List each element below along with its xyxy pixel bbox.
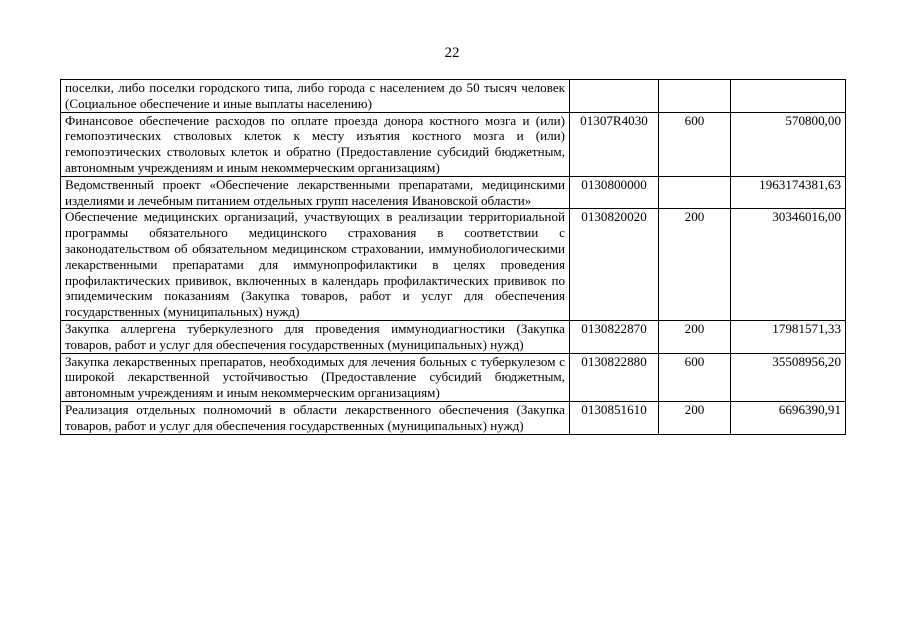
row-target-article-code: 0130822870 xyxy=(570,320,659,353)
table-row xyxy=(61,112,846,176)
table-row xyxy=(61,176,846,209)
table-row xyxy=(61,80,846,113)
row-expense-type-code: 600 xyxy=(659,112,731,176)
row-amount: 570800,00 xyxy=(731,112,846,176)
row-expense-type-code: 600 xyxy=(659,353,731,401)
table-row xyxy=(61,353,846,401)
row-target-article-code: 0130822880 xyxy=(570,353,659,401)
row-name: Финансовое обеспечение расходов по оплате проезда донора костного мозга и (или) гемопоэтических стволовых клеток к месту изъятия костного мозга и (или) гемопоэтических стволовых клеток и обратно (Предоставление субсидий бюджетным, автономным учреждениям и иным некоммерческим организациям) xyxy=(61,112,570,176)
row-amount: 6696390,91 xyxy=(731,401,846,434)
row-expense-type-code: 200 xyxy=(659,401,731,434)
row-target-article-code xyxy=(570,80,659,113)
table-row xyxy=(61,209,846,321)
row-amount: 35508956,20 xyxy=(731,353,846,401)
row-amount: 1963174381,63 xyxy=(731,176,846,209)
row-target-article-code: 0130851610 xyxy=(570,401,659,434)
row-name: Закупка лекарственных препаратов, необходимых для лечения больных с туберкулезом с широкой лекарственной устойчивостью (Предоставление субсидий бюджетным, автономным учреждениям и иным некоммерческим организациям) xyxy=(61,353,570,401)
row-name: Обеспечение медицинских организаций, участвующих в реализации территориальной программы обязательного медицинского страхования в соответствии с законодательством об обязательном медицинском страховании, иммунобиологическими лекарственными препаратами для иммунопрофилактики в целях проведения профилактических прививок, включенных в календарь профилактических прививок по эпидемическим показаниям (Закупка товаров, работ и услуг для обеспечения государственных (муниципальных) нужд) xyxy=(61,209,570,321)
row-expense-type-code: 200 xyxy=(659,209,731,321)
row-amount xyxy=(731,80,846,113)
row-name: Закупка аллергена туберкулезного для проведения иммунодиагностики (Закупка товаров, работ и услуг для обеспечения государственных (муниципальных) нужд) xyxy=(61,320,570,353)
budget-table xyxy=(60,79,846,435)
row-target-article-code: 01307R4030 xyxy=(570,112,659,176)
table-row xyxy=(61,401,846,434)
row-target-article-code: 0130820020 xyxy=(570,209,659,321)
row-name: Ведомственный проект «Обеспечение лекарственными препаратами, медицинскими изделиями и лечебным питанием отдельных групп населения Ивановской области» xyxy=(61,176,570,209)
row-expense-type-code xyxy=(659,80,731,113)
row-name: Реализация отдельных полномочий в области лекарственного обеспечения (Закупка товаров, работ и услуг для обеспечения государственных (муниципальных) нужд) xyxy=(61,401,570,434)
table-row xyxy=(61,320,846,353)
row-expense-type-code xyxy=(659,176,731,209)
row-expense-type-code: 200 xyxy=(659,320,731,353)
page-number: 22 xyxy=(444,45,460,61)
row-amount: 30346016,00 xyxy=(731,209,846,321)
row-target-article-code: 0130800000 xyxy=(570,176,659,209)
row-name: поселки, либо поселки городского типа, либо города с населением до 50 тысяч человек (Социальное обеспечение и иные выплаты населению) xyxy=(61,80,570,113)
row-amount: 17981571,33 xyxy=(731,320,846,353)
